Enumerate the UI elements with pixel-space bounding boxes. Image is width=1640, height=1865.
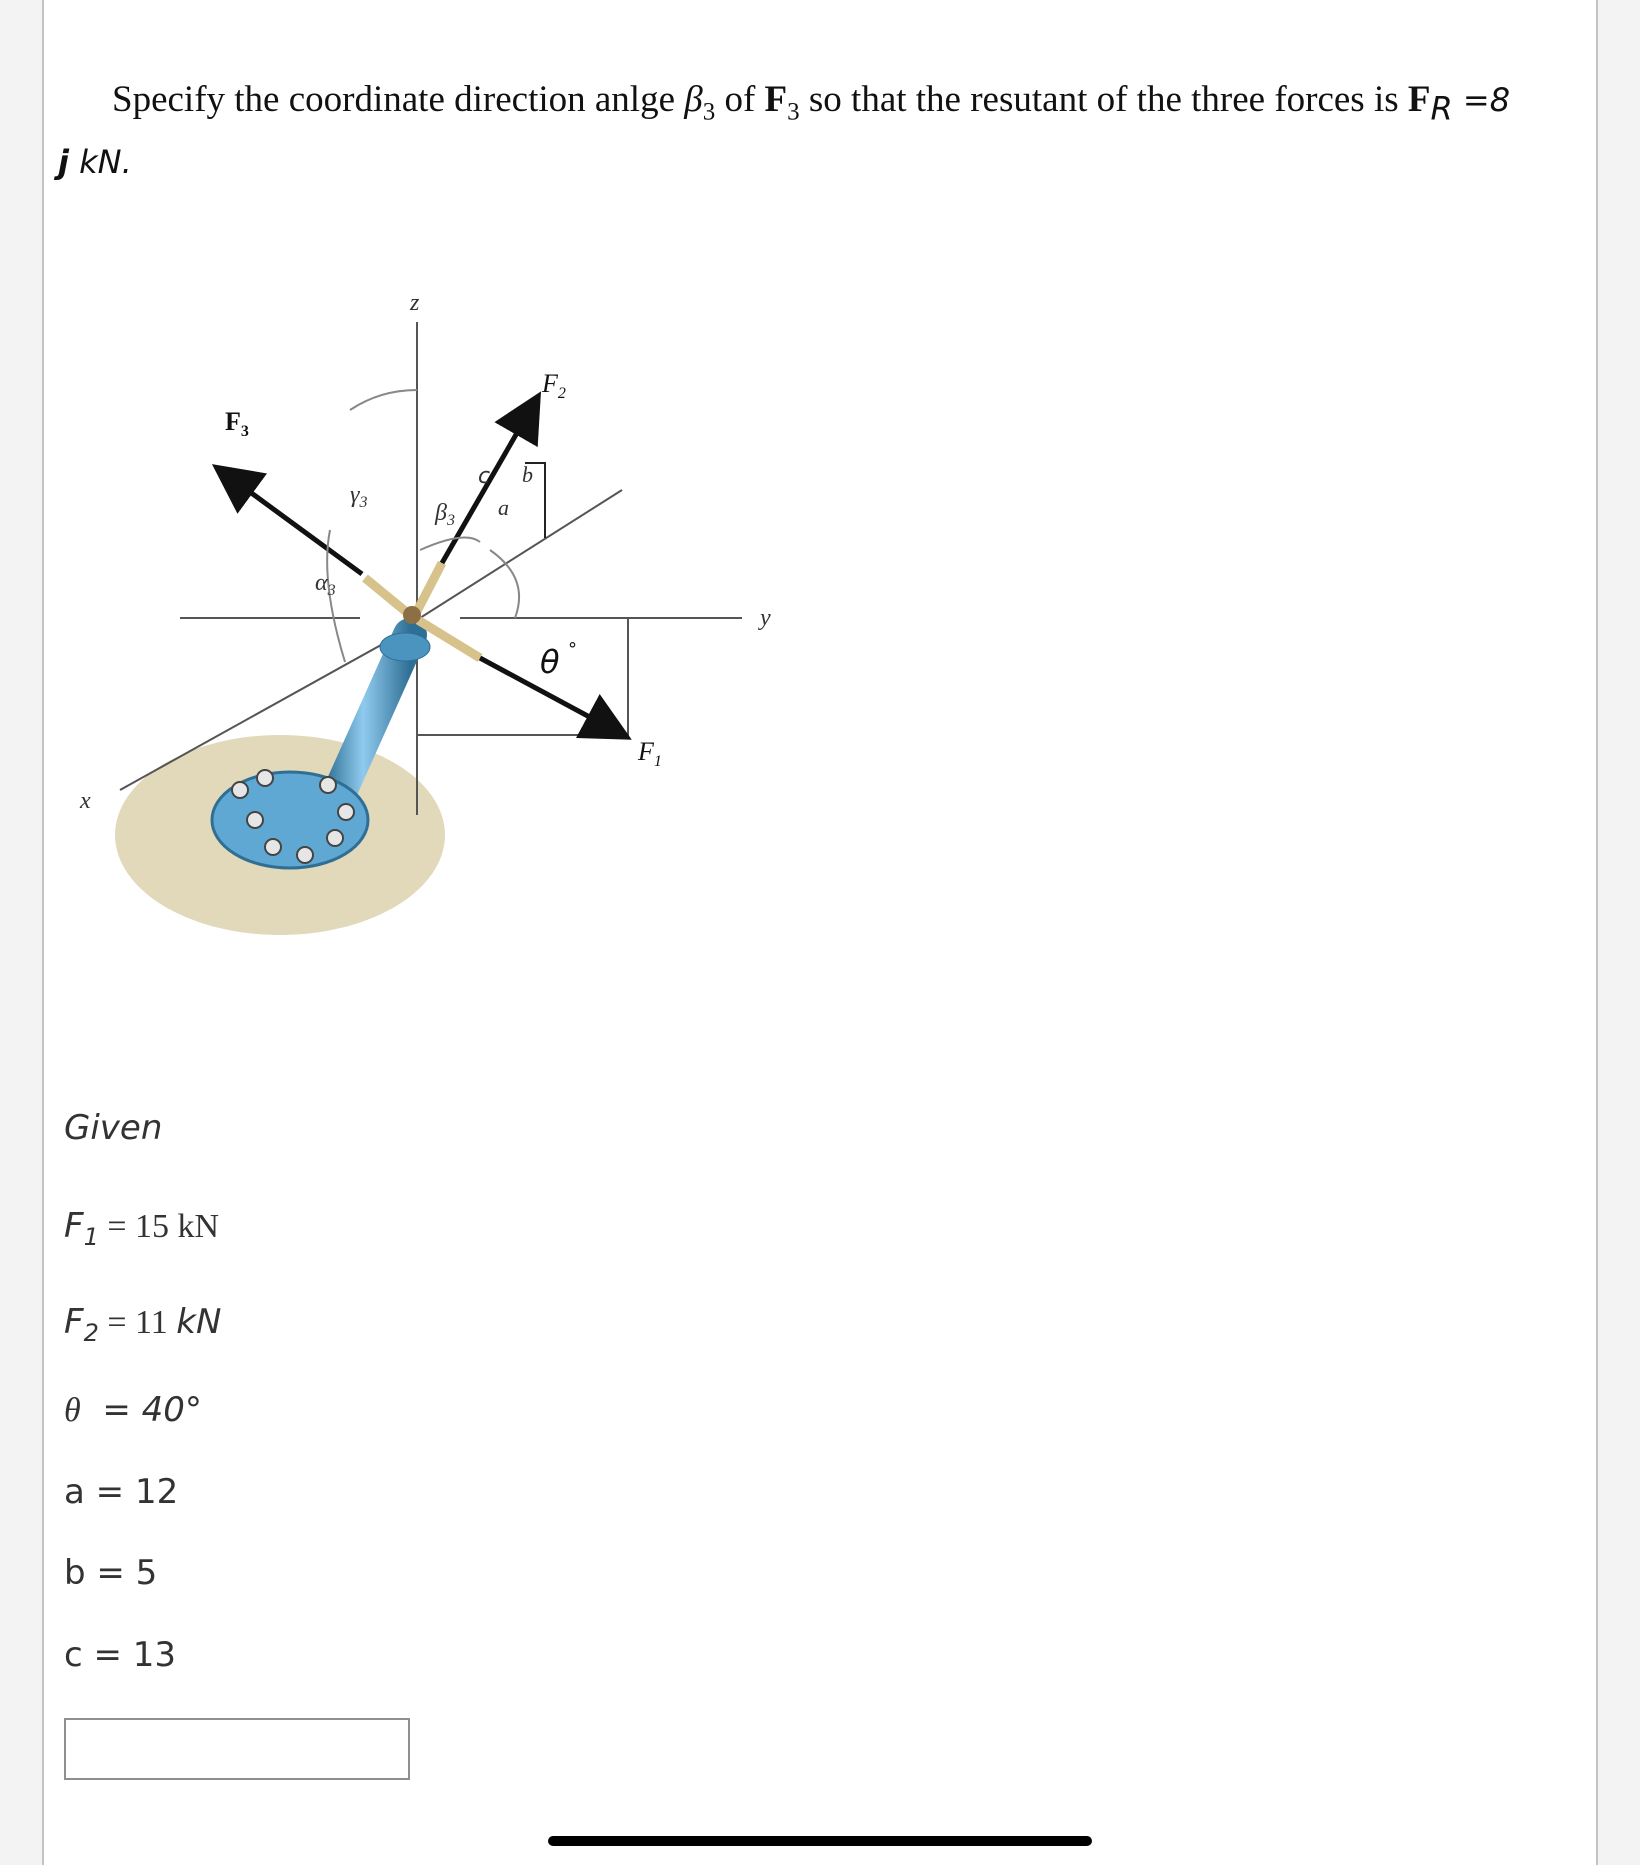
- f3-vector: [220, 470, 362, 574]
- theta-value: = 40°: [80, 1390, 202, 1430]
- given-f2: [64, 1302, 221, 1347]
- home-indicator[interactable]: [548, 1836, 1092, 1846]
- label-beta3: $\beta_3$: [435, 500, 455, 529]
- label-gamma3: $\gamma_3$: [350, 482, 368, 511]
- resultant-subscript: R: [1430, 89, 1453, 128]
- rod-f3: [365, 578, 410, 615]
- f1-symbol: F: [64, 1206, 84, 1246]
- f2-unit: kN: [176, 1302, 222, 1342]
- content-border-left: [42, 0, 44, 1865]
- given-f1: [64, 1206, 219, 1251]
- page-margin-right: [1597, 0, 1640, 1865]
- label-f1: $F_1$: [638, 737, 662, 770]
- given-b: b = 5: [64, 1553, 158, 1593]
- label-a: a: [498, 495, 509, 520]
- force-diagram: [60, 280, 820, 970]
- theta-arc: [490, 550, 519, 618]
- force-symbol: F: [764, 79, 788, 120]
- pipe-collar: [380, 633, 430, 661]
- force-subscript: 3: [787, 98, 800, 126]
- resultant-value: =8: [1452, 81, 1511, 119]
- equals-sign: =: [98, 1208, 136, 1245]
- label-z: z: [410, 290, 420, 316]
- label-degree: °: [568, 639, 577, 660]
- label-b: b: [522, 462, 533, 487]
- f2-plane-line: [420, 490, 622, 618]
- unit-text: kN.: [68, 143, 132, 181]
- f1-value: 15 kN: [135, 1208, 220, 1245]
- question-part: of: [715, 79, 765, 120]
- page-margin-left: [0, 0, 42, 1865]
- f2-symbol: F: [64, 1302, 84, 1342]
- beta-symbol: β: [684, 79, 703, 120]
- question-unit-line: [58, 143, 132, 181]
- f1-subscript: 1: [83, 1222, 99, 1251]
- label-theta: θ: [540, 643, 560, 681]
- joint: [403, 606, 421, 624]
- answer-input[interactable]: [64, 1718, 410, 1780]
- question-part: so that the resutant of the three forces is: [799, 79, 1408, 120]
- beta-subscript: 3: [702, 98, 716, 126]
- label-f2: $F_2$: [542, 369, 566, 402]
- label-x: x: [80, 788, 91, 814]
- unit-vector-j: j: [58, 143, 69, 181]
- label-f3: $F_3$: [225, 407, 249, 440]
- theta-symbol: θ: [64, 1392, 81, 1429]
- label-c: c: [478, 464, 491, 489]
- label-y: y: [760, 605, 771, 631]
- resultant-symbol: F: [1407, 79, 1431, 120]
- f2-value: 11: [135, 1304, 177, 1341]
- given-theta: [64, 1390, 202, 1430]
- content-border-right: [1596, 0, 1598, 1865]
- given-heading: Given: [64, 1108, 163, 1148]
- label-alpha3: $\alpha_3$: [315, 570, 336, 599]
- given-a: a = 12: [64, 1472, 179, 1512]
- given-c: c = 13: [64, 1635, 177, 1675]
- equals-sign: =: [98, 1304, 136, 1341]
- f2-subscript: 2: [83, 1318, 99, 1347]
- question-text: [112, 78, 1552, 127]
- question-part: Specify the coordinate direction anlge: [112, 79, 685, 120]
- gamma3-arc: [350, 390, 417, 410]
